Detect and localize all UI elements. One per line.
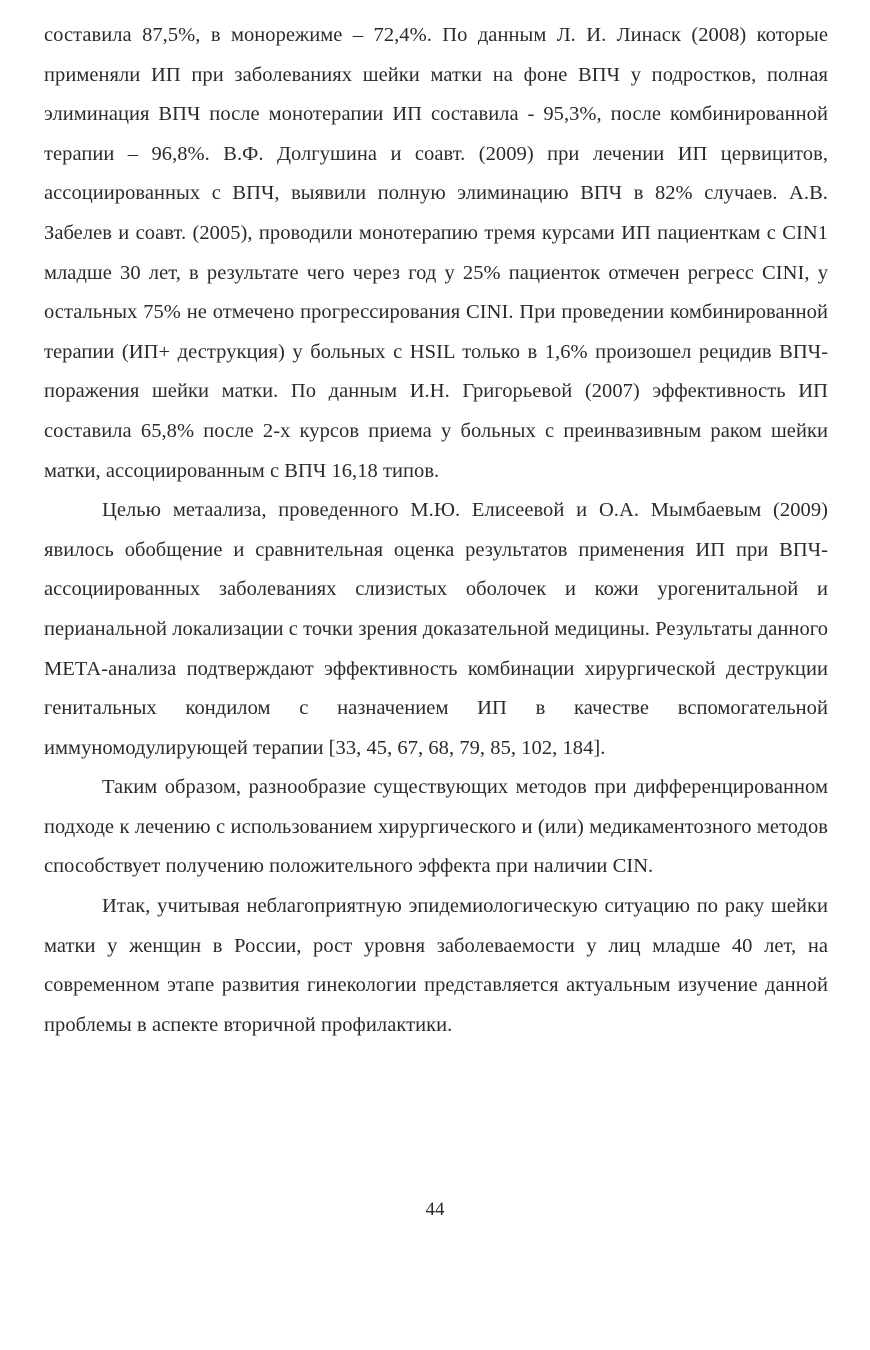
paragraph-conclusion: Итак, учитывая неблагоприятную эпидемиологическую ситуацию по раку шейки матки у женщин в России, рост уровня заболеваемости у лиц младше 40 лет, на современном этапе развития гинекологии представляется актуальным изучение данной проблемы в аспекте вторичной профилактики. [44, 895, 828, 1036]
paragraph-continuation: составила 87,5%, в монорежиме – 72,4%. По данным Л. И. Линаск (2008) которые применяли ИП при заболеваниях шейки матки на фоне ВПЧ у подростков, полная элиминация ВПЧ после монотерапии ИП составила - 95,3%, после комбинированной терапии – 96,8%. В.Ф. Долгушина и соавт. (2009) при лечении ИП цервицитов, ассоциированных с ВПЧ, выявили полную элиминацию ВПЧ в 82% случаев. А.В. Забелев и соавт. (2005), проводили монотерапию тремя курсами ИП пациенткам с CIN1 младше 30 лет, в результате чего через год у 25% пациенток отмечен регресс CINI, у остальных 75% не отмечено прогрессирования CINI. При проведении комбинированной терапии (ИП+ деструкция) у больных с HSIL только в 1,6% произошел рецидив ВПЧ-поражения шейки матки. По данным И.Н. Григорьевой (2007) эффективность ИП составила 65,8% после 2-х курсов приема у больных с преинвазивным раком шейки матки, ассоциированным с ВПЧ 16,18 типов. [44, 24, 828, 482]
paragraph-summary: Таким образом, разнообразие существующих методов при дифференцированном подходе к лечению с использованием хирургического и (или) медикаментозного методов способствует получению положительного эффекта при наличии CIN. [44, 776, 828, 878]
paragraph-meta-analysis: Целью метаализа, проведенного М.Ю. Елисеевой и О.А. Мымбаевым (2009) явилось обобщение и сравнительная оценка результатов применения ИП при ВПЧ-ассоциированных заболеваниях слизистых оболочек и кожи урогенитальной и перианальной локализации с точки зрения доказательной медицины. Результаты данного МЕТА-анализа подтверждают эффективность комбинации хирургической деструкции генитальных кондилом с назначением ИП в качестве вспомогательной иммуномодулирующей терапии [33, 45, 67, 68, 79, 85, 102, 184]. [44, 499, 828, 759]
body-text [44, 16, 828, 1045]
page-number: 44 [425, 1199, 445, 1220]
